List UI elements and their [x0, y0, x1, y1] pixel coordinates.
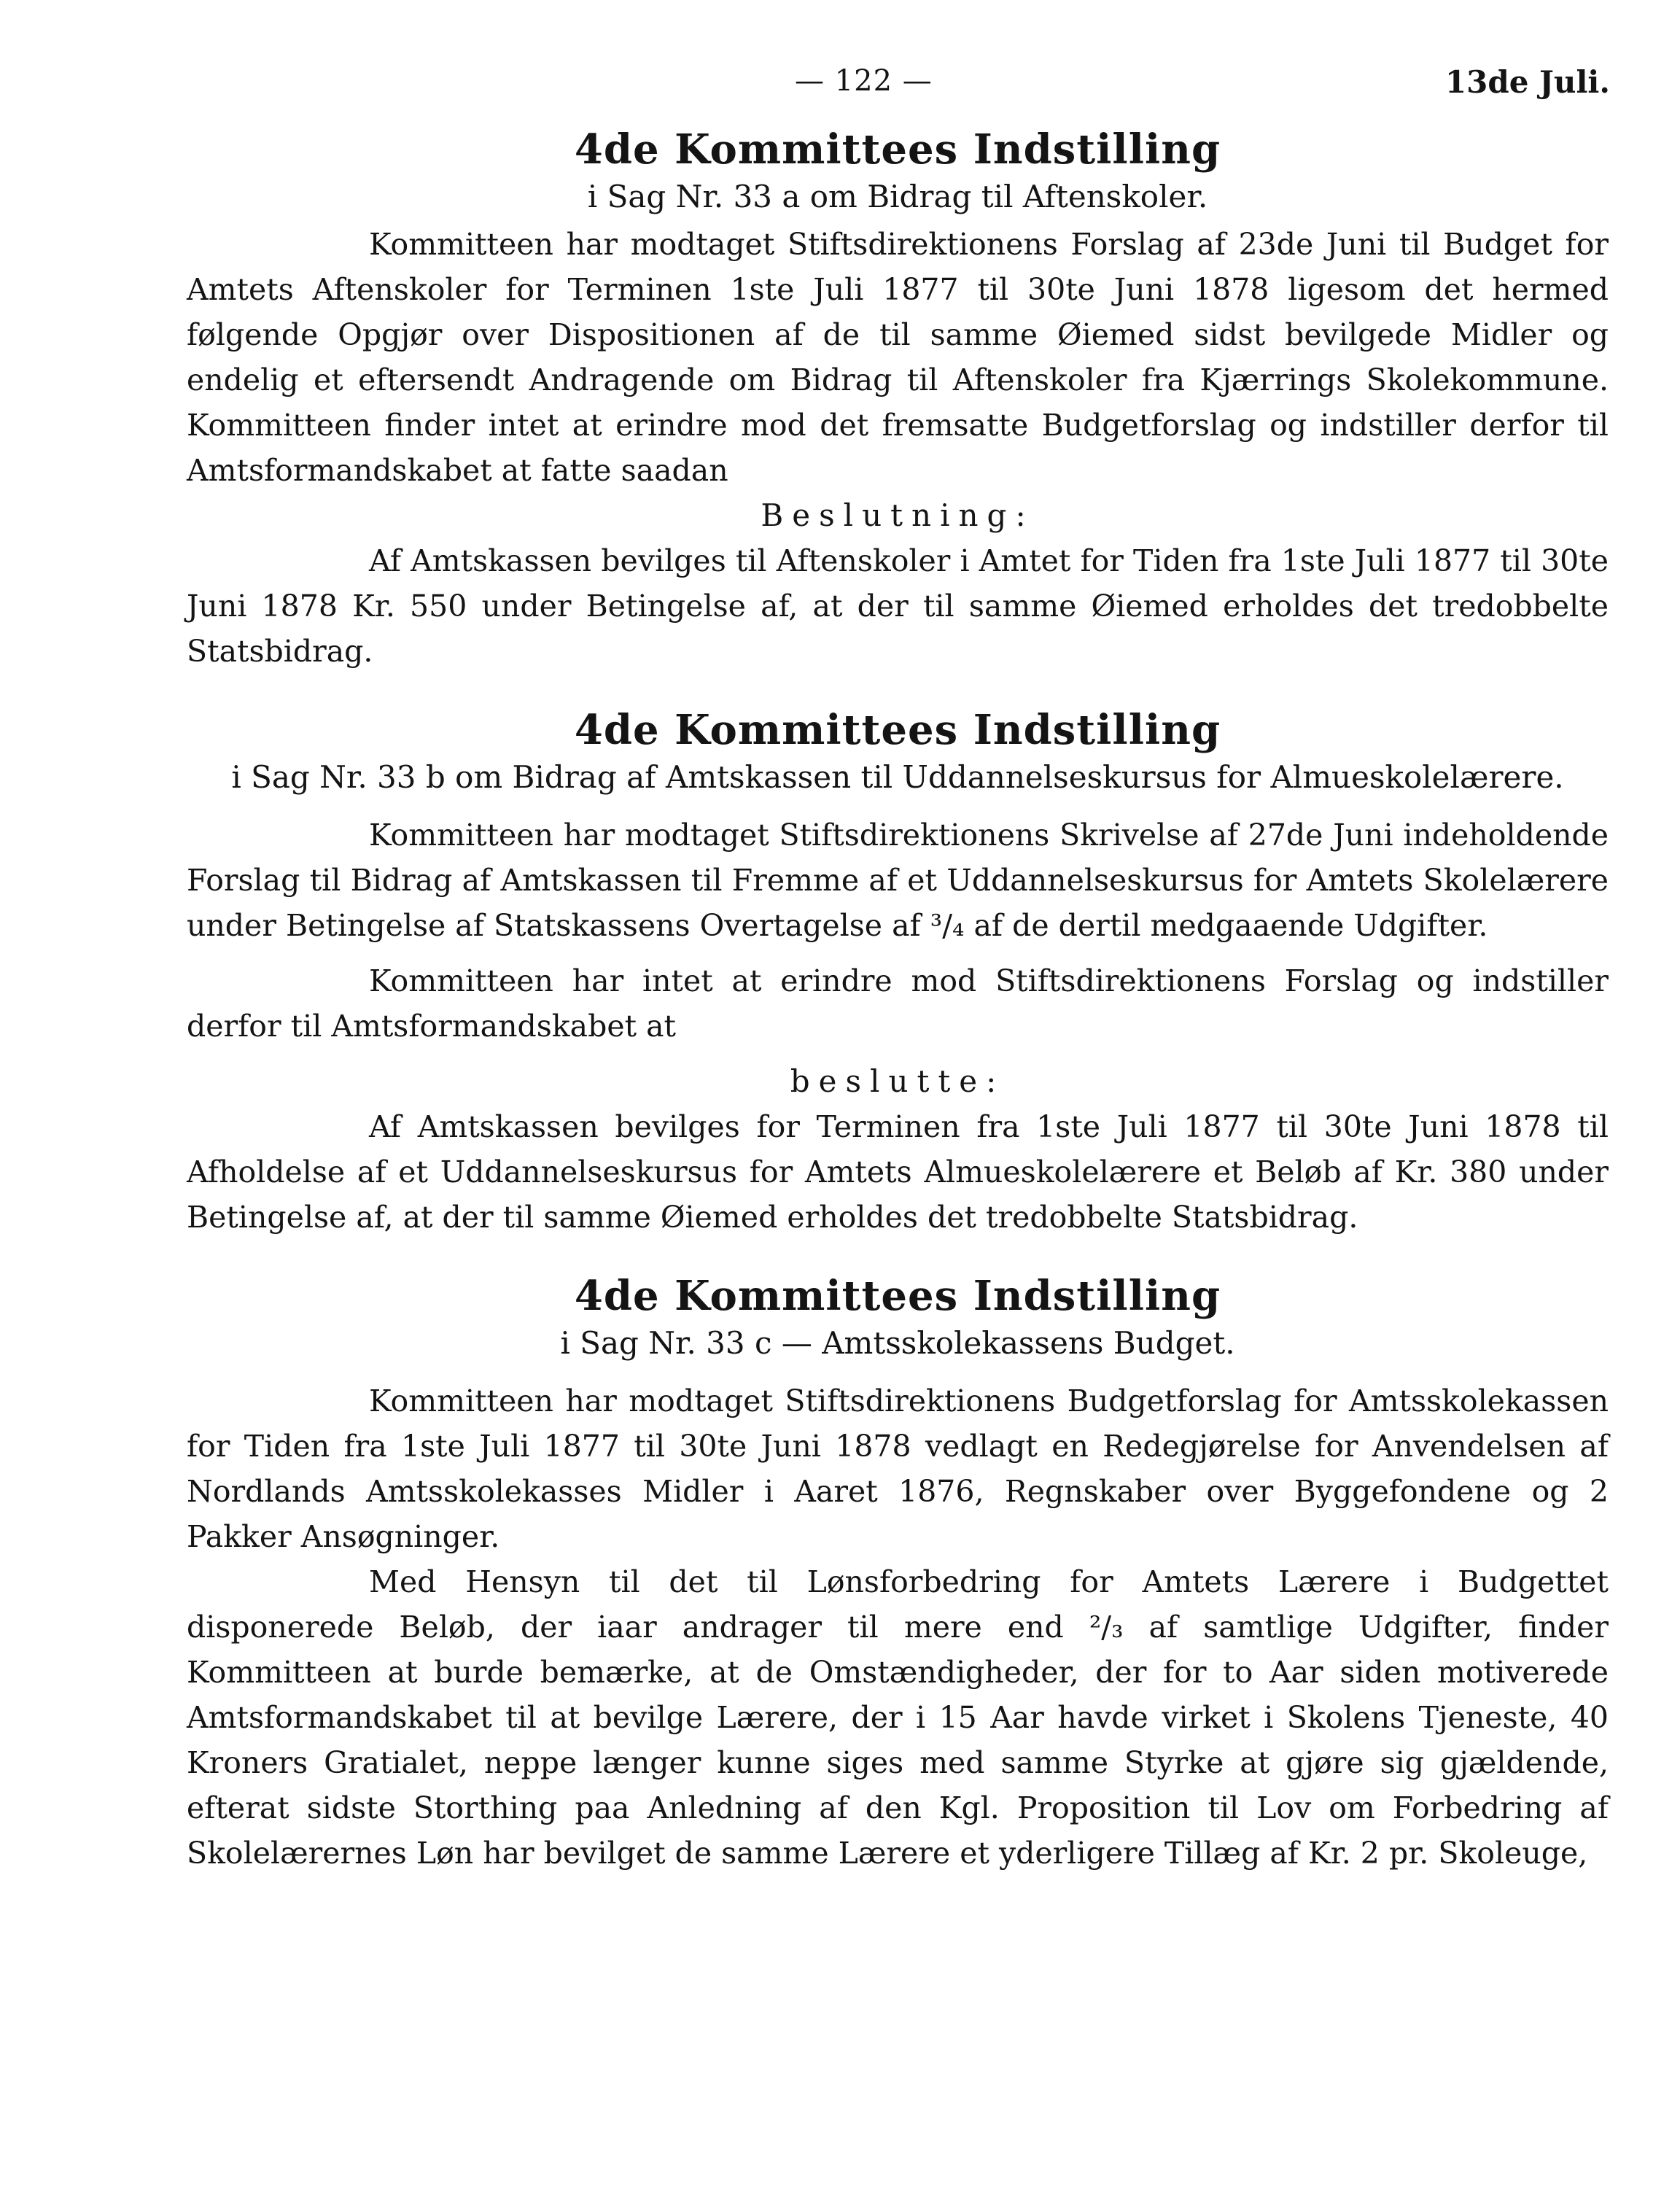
spacer [187, 802, 1609, 812]
paragraph: Kommitteen har intet at erindre mod Stiftsdirektionens Forslag og indstiller derfor til Amtsformandskabet at [187, 963, 1609, 1044]
document-body [187, 124, 1609, 1906]
section-33c [187, 1270, 1609, 1876]
spacer [187, 948, 1609, 958]
paragraph: Kommitteen har modtaget Stiftsdirektionens Skrivelse af 27de Juni indeholdende Forslag til Bidrag af Amtskassen til Fremme af et Uddannelseskursus for Amtets Skolelærere under Betingelse af Statskassens Overtagelse af ³/₄ af de dertil medgaaende Udgifter. [187, 818, 1609, 943]
spacer [187, 1049, 1609, 1059]
section-heading: 4de Kommittees Indstilling [574, 125, 1221, 174]
section-33a [187, 124, 1609, 674]
section-subheading: i Sag Nr. 33 c — Amtsskolekassens Budget. [560, 1325, 1235, 1361]
paragraph: Kommitteen har modtaget Stiftsdirektionens Forslag af 23de Juni til Budget for Amtets Aftenskoler for Terminen 1ste Juli 1877 til 30te Juni 1878 ligesom det hermed følgende Opgjør over Dispositionen af de til samme Øiemed sidst bevilgede Midler og endelig et eftersendt Andragende om Bidrag til Aftenskoler fra Kjærrings Skolekommune. Kommitteen finder intet at erindre mod det fremsatte Budgetforslag og indstiller derfor til Amtsformandskabet at fatte saadan [187, 227, 1609, 488]
section-heading: 4de Kommittees Indstilling [574, 706, 1221, 754]
page-date: 13de Juli. [1444, 64, 1610, 100]
resolution-text: Af Amtskassen bevilges til Aftenskoler i Amtet for Tiden fra 1ste Juli 1877 til 30te Juni 1878 Kr. 550 under Betingelse af, at der til samme Øiemed erholdes det tredobbelte Statsbidrag. [187, 543, 1609, 669]
resolution-text: Af Amtskassen bevilges for Terminen fra 1ste Juli 1877 til 30te Juni 1878 til Afholdelse af et Uddannelseskursus for Amtets Almueskolelærere et Beløb af Kr. 380 under Betingelse af, at der til samme Øiemed erholdes det tredobbelte Statsbidrag. [187, 1109, 1609, 1235]
section-subheading: i Sag Nr. 33 b om Bidrag af Amtskassen til Uddannelseskursus for Almueskolelærere. [231, 759, 1564, 795]
running-head [0, 64, 1680, 108]
paragraph: Kommitteen har modtaget Stiftsdirektionens Budgetforslag for Amtsskolekassen for Tiden fra 1ste Juli 1877 til 30te Juni 1878 vedlagt en Redegjørelse for Anvendelsen af Nordlands Amtsskolekasses Midler i Aaret 1876, Regnskaber over Byggefondene og 2 Pakker Ansøgninger. [187, 1383, 1609, 1554]
page-number: — 122 — [795, 64, 933, 98]
paragraph: Med Hensyn til det til Lønsforbedring for Amtets Lærere i Budgettet disponerede Beløb, der iaar andrager til mere end ²/₃ af samtlige Udgifter, finder Kommitteen at burde bemærke, at de Omstændigheder, der for to Aar siden motiverede Amtsformandskabet til at bevilge Lærere, der i 15 Aar havde virket i Skolens Tjeneste, 40 Kroners Gratialet, neppe længer kunne siges med samme Styrke at gjøre sig gjældende, efterat sidste Storthing paa Anledning af den Kgl. Proposition til Lov om Forbedring af Skolelærernes Løn har bevilget de samme Lærere et yderligere Tillæg af Kr. 2 pr. Skoleuge, [187, 1564, 1609, 1871]
spacer [187, 1368, 1609, 1378]
resolution-label: Beslutning: [761, 497, 1035, 533]
section-33b [187, 705, 1609, 1240]
section-subheading: i Sag Nr. 33 a om Bidrag til Aftenskoler. [587, 179, 1208, 214]
section-heading: 4de Kommittees Indstilling [574, 1272, 1221, 1320]
resolution-label: beslutte: [790, 1063, 1006, 1099]
